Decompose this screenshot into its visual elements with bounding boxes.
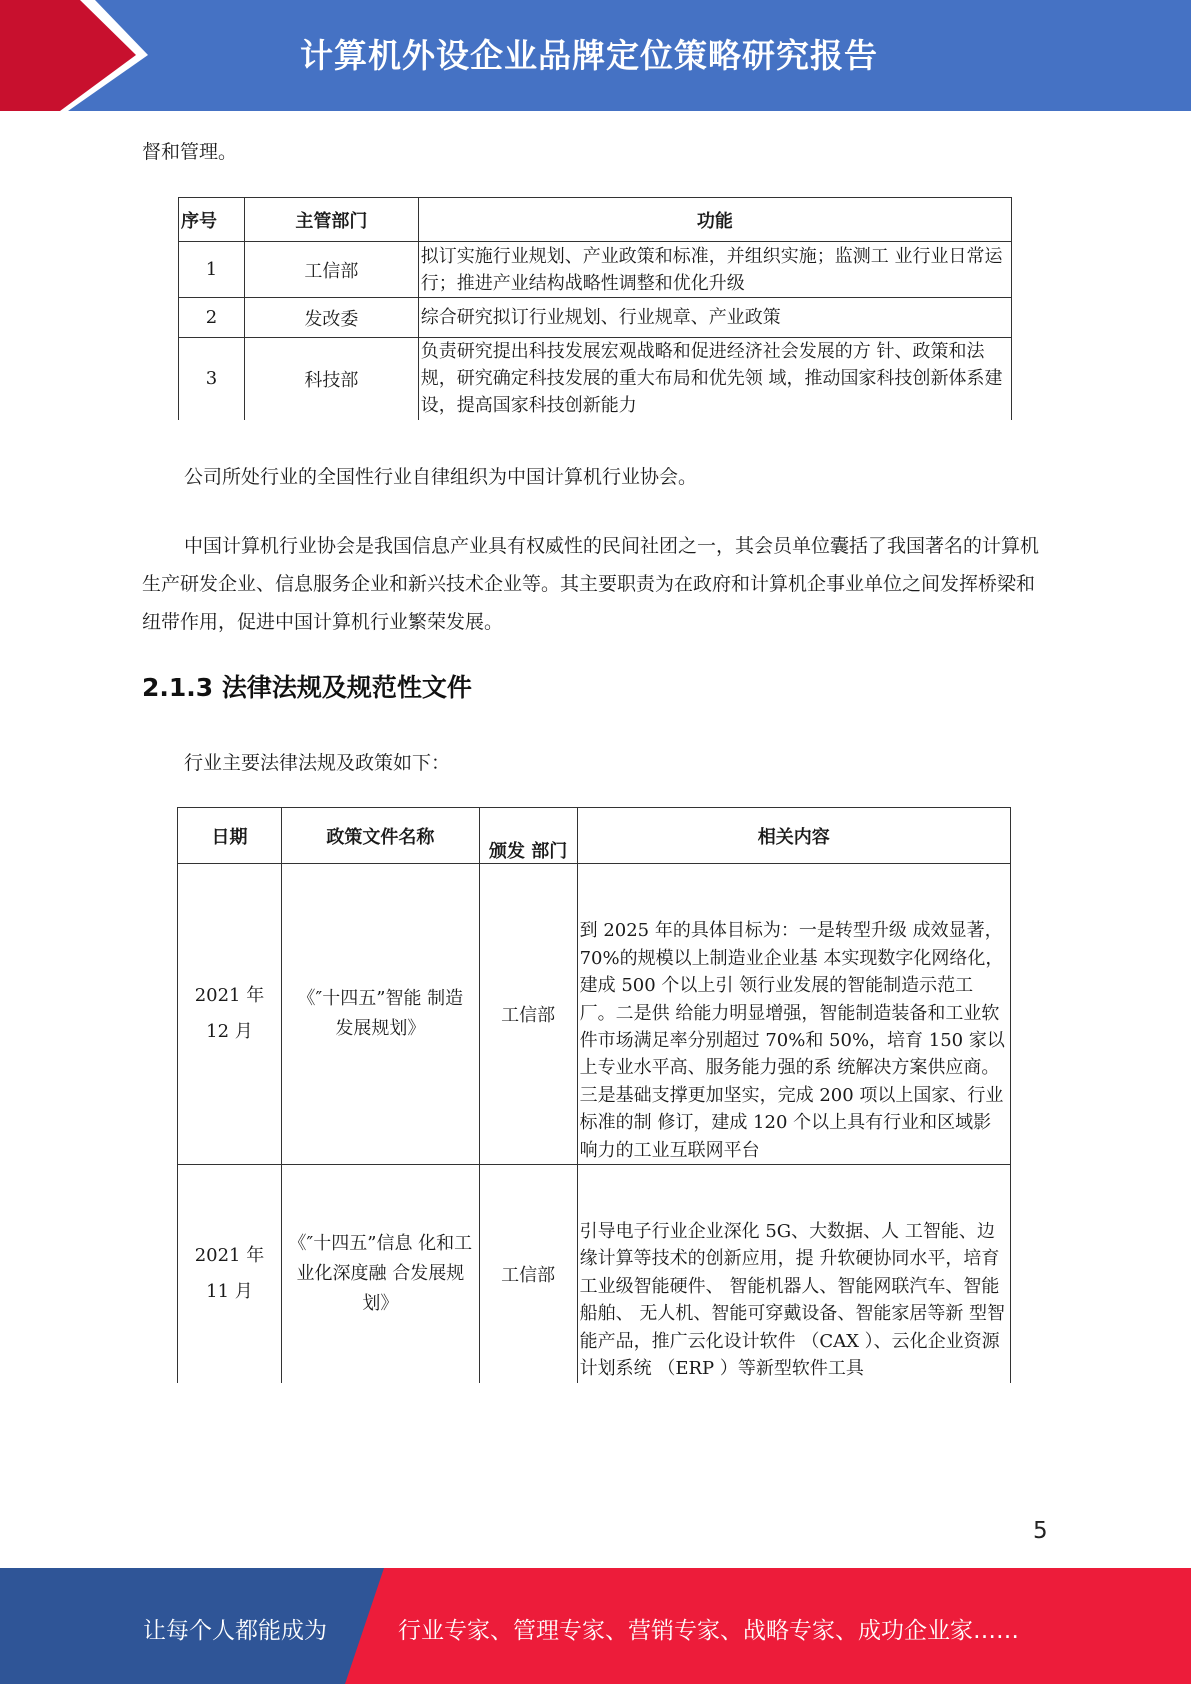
row-issuer: 工信部	[479, 864, 577, 1165]
row-dept: 科技部	[244, 338, 418, 420]
table-row	[179, 338, 1012, 420]
footer-slogan-right: 行业专家、管理专家、营销专家、战略专家、成功企业家……	[398, 1618, 1019, 1644]
table-header-row	[178, 808, 1011, 864]
col-header-policy-name: 政策文件名称	[281, 808, 479, 864]
row-no: 1	[179, 242, 245, 298]
col-header-function: 功能	[418, 198, 1011, 242]
page-number: 5	[1033, 1518, 1048, 1544]
policies-table	[177, 807, 1011, 1383]
col-header-date: 日期	[178, 808, 282, 864]
table-row	[178, 864, 1011, 1165]
row-content: 引导电子行业企业深化 5G、大数据、人 工智能、边缘计算等技术的创新应用，提 升软硬协同水平，培育工业级智能硬件、 智能机器人、智能网联汽车、智能船舶、 无人机、智能可穿戴设备、智能家居等新 型智能产品，推广云化设计软件 （CAX ）、云化企业资源计划系统 （ERP ）等新型软件工具	[577, 1165, 1010, 1383]
footer-slogan-left: 让每个人都能成为	[143, 1618, 327, 1644]
row-function: 拟订实施行业规划、产业政策和标准，并组织实施；监测工 业行业日常运行；推进产业结构战略性调整和优化升级	[418, 242, 1011, 298]
page-header	[0, 0, 1191, 111]
table-row	[178, 1165, 1011, 1383]
row-date: 2021 年 12 月	[178, 864, 282, 1165]
col-header-issuer: 颁发 部门	[479, 808, 577, 864]
row-date: 2021 年 11 月	[178, 1165, 282, 1383]
paragraph-association-detail: 中国计算机行业协会是我国信息产业具有权威性的民间社团之一，其会员单位囊括了我国著名的计算机生产研发企业、信息服务企业和新兴技术企业等。其主要职责为在政府和计算机企事业单位之间发挥桥梁和纽带作用，促进中国计算机行业繁荣发展。	[142, 535, 1040, 633]
table-row	[179, 298, 1012, 338]
row-policy-name: 《″十四五”信息 化和工业化深度融 合发展规划》	[281, 1165, 479, 1383]
table-row	[179, 242, 1012, 298]
header-arrow-decoration	[0, 0, 150, 111]
row-function: 负责研究提出科技发展宏观战略和促进经济社会发展的方 针、政策和法规，研究确定科技发展的重大布局和优先领 域，推动国家科技创新体系建设，提高国家科技创新能力	[418, 338, 1011, 420]
row-no: 2	[179, 298, 245, 338]
row-dept: 发改委	[244, 298, 418, 338]
row-dept: 工信部	[244, 242, 418, 298]
row-no: 3	[179, 338, 245, 420]
row-content: 到 2025 年的具体目标为：一是转型升级 成效显著，70%的规模以上制造业企业基 本实现数字化网络化，建成 500 个以上引 领行业发展的智能制造示范工厂。二是供 给能力明显增强，智能制造装备和工业软 件市场满足率分别超过 70%和 50%，培育 150 家以上专业水平高、服务能力强的系 统解决方案供应商。三是基础支撑更加坚实，完成 200 项以上国家、行业标准的制 修订，建成 120 个以上具有行业和区域影 响力的工业互联网平台	[577, 864, 1010, 1165]
paragraph-policies-intro: 行业主要法律法规及政策如下：	[184, 752, 451, 774]
section-heading: 2.1.3 法律法规及规范性文件	[142, 673, 472, 702]
row-policy-name: 《″十四五”智能 制造发展规划》	[281, 864, 479, 1165]
paragraph-association: 公司所处行业的全国性行业自律组织为中国计算机行业协会。	[184, 466, 698, 488]
col-header-dept: 主管部门	[244, 198, 418, 242]
report-title: 计算机外设企业品牌定位策略研究报告	[300, 36, 878, 75]
row-issuer: 工信部	[479, 1165, 577, 1383]
intro-line: 督和管理。	[142, 141, 238, 163]
departments-table	[178, 197, 1012, 420]
table-header-row	[179, 198, 1012, 242]
col-header-no: 序号	[179, 198, 245, 242]
row-function: 综合研究拟订行业规划、行业规章、产业政策	[418, 298, 1011, 338]
col-header-content: 相关内容	[577, 808, 1010, 864]
